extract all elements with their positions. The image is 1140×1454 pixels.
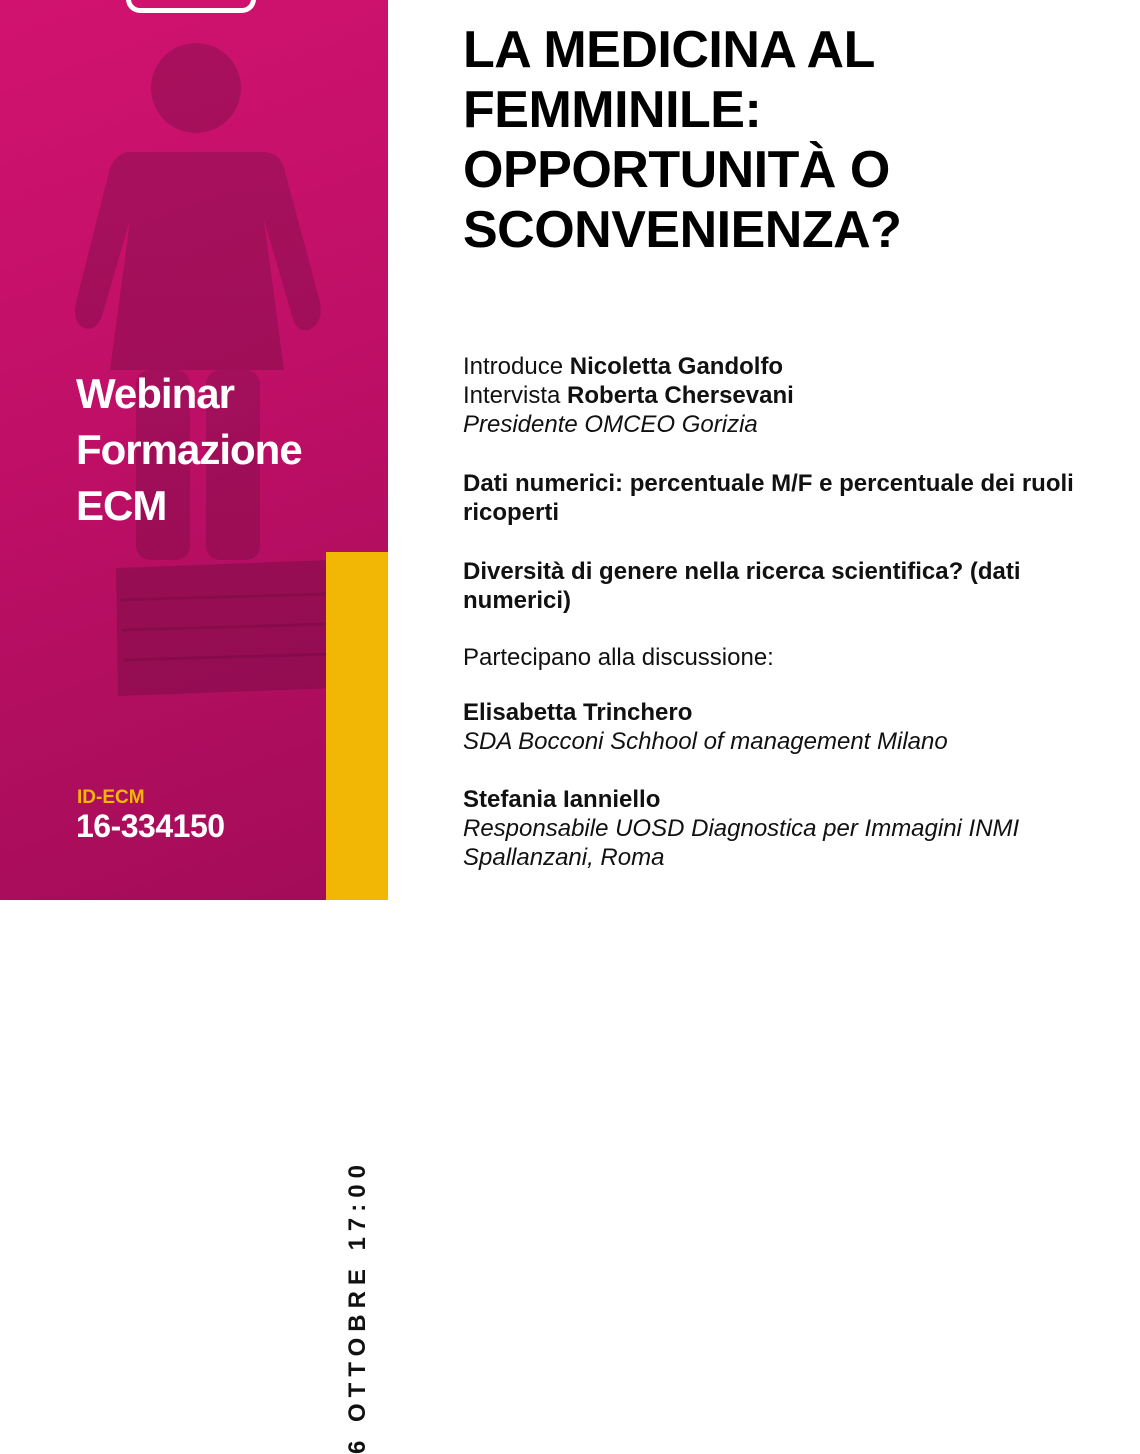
participant — [463, 785, 1103, 872]
logo-frame — [126, 0, 256, 13]
webinar-title-line: ECM — [76, 482, 167, 529]
page-title-line: LA MEDICINA AL — [463, 21, 875, 79]
page-title-line: FEMMINILE: — [463, 81, 762, 139]
participant — [463, 698, 1103, 756]
page-title-line: OPPORTUNITÀ O — [463, 141, 890, 199]
participant-name: Elisabetta Trinchero — [463, 699, 693, 726]
webinar-title — [76, 366, 302, 534]
program-content — [463, 352, 1103, 872]
intro-word: Introduce — [463, 353, 564, 380]
intro-line — [463, 352, 1103, 381]
event-date: 6 OTTOBRE 17:00 — [344, 1159, 371, 1454]
interview-word: Intervista — [463, 382, 561, 409]
participant-role: SDA Bocconi Schhool of management Milano — [463, 728, 948, 755]
date-strip — [326, 552, 388, 1454]
interview-role: Presidente OMCEO Gorizia — [463, 411, 758, 438]
page-title — [463, 20, 901, 260]
topic-item: Diversità di genere nella ricerca scientifica? (dati numerici) — [463, 558, 1021, 614]
webinar-title-line: Webinar — [76, 370, 234, 417]
page-title-line: SCONVENIENZA? — [463, 201, 902, 259]
discussion-label: Partecipano alla discussione: — [463, 644, 774, 671]
webinar-title-line: Formazione — [76, 426, 302, 473]
participant-name: Stefania Ianniello — [463, 786, 661, 813]
interview-line — [463, 381, 1103, 410]
id-ecm-code: 16-334150 — [76, 808, 225, 844]
interview-name: Roberta Chersevani — [567, 382, 794, 409]
participant-role: Responsabile UOSD Diagnostica per Immagini INMI Spallanzani, Roma — [463, 815, 1020, 871]
left-panel — [0, 0, 388, 1454]
topic-item: Dati numerici: percentuale M/F e percentuale dei ruoli ricoperti — [463, 470, 1074, 526]
intro-name: Nicoletta Gandolfo — [569, 353, 784, 380]
id-ecm-label: ID-ECM — [77, 787, 145, 808]
